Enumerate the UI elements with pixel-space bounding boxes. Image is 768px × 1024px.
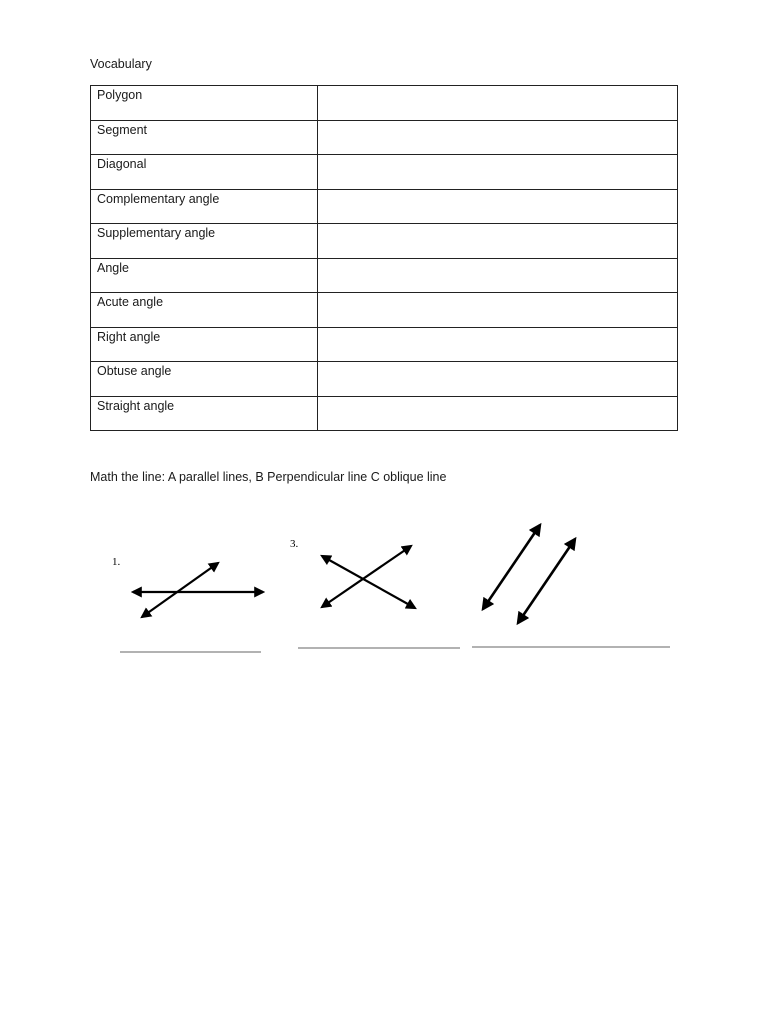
- definition-cell[interactable]: [318, 120, 678, 155]
- definition-cell[interactable]: [318, 224, 678, 259]
- definition-cell[interactable]: [318, 293, 678, 328]
- term-cell: Right angle: [91, 327, 318, 362]
- lines-figure: [0, 490, 768, 670]
- table-row: [91, 396, 678, 431]
- term-cell: Acute angle: [91, 293, 318, 328]
- slanted-line: [142, 563, 218, 617]
- figure-2-crossing-lines: [290, 538, 415, 608]
- figure-1-oblique-lines: [112, 556, 263, 617]
- table-row: [91, 293, 678, 328]
- definition-cell[interactable]: [318, 86, 678, 121]
- term-cell: Straight angle: [91, 396, 318, 431]
- definition-cell[interactable]: [318, 396, 678, 431]
- term-cell: Segment: [91, 120, 318, 155]
- term-cell: Polygon: [91, 86, 318, 121]
- definition-cell[interactable]: [318, 155, 678, 190]
- table-row: [91, 86, 678, 121]
- table-row: [91, 155, 678, 190]
- figure-number: 1.: [112, 556, 121, 568]
- matching-instructions: Math the line: A parallel lines, B Perpendicular line C oblique line: [90, 470, 447, 484]
- term-cell: Angle: [91, 258, 318, 293]
- vocabulary-table: [90, 85, 678, 431]
- table-row: [91, 327, 678, 362]
- table-row: [91, 120, 678, 155]
- table-row: [91, 362, 678, 397]
- table-row: [91, 224, 678, 259]
- parallel-line-a: [483, 525, 540, 609]
- definition-cell[interactable]: [318, 189, 678, 224]
- term-cell: Complementary angle: [91, 189, 318, 224]
- definition-cell[interactable]: [318, 327, 678, 362]
- term-cell: Supplementary angle: [91, 224, 318, 259]
- table-row: [91, 258, 678, 293]
- term-cell: Diagonal: [91, 155, 318, 190]
- term-cell: Obtuse angle: [91, 362, 318, 397]
- parallel-line-b: [518, 539, 575, 623]
- figure-3-parallel-lines: [483, 525, 575, 623]
- section-heading: Vocabulary: [90, 57, 152, 71]
- table-row: [91, 189, 678, 224]
- definition-cell[interactable]: [318, 362, 678, 397]
- crossing-line-a: [322, 556, 415, 608]
- figure-number: 3.: [290, 538, 299, 550]
- definition-cell[interactable]: [318, 258, 678, 293]
